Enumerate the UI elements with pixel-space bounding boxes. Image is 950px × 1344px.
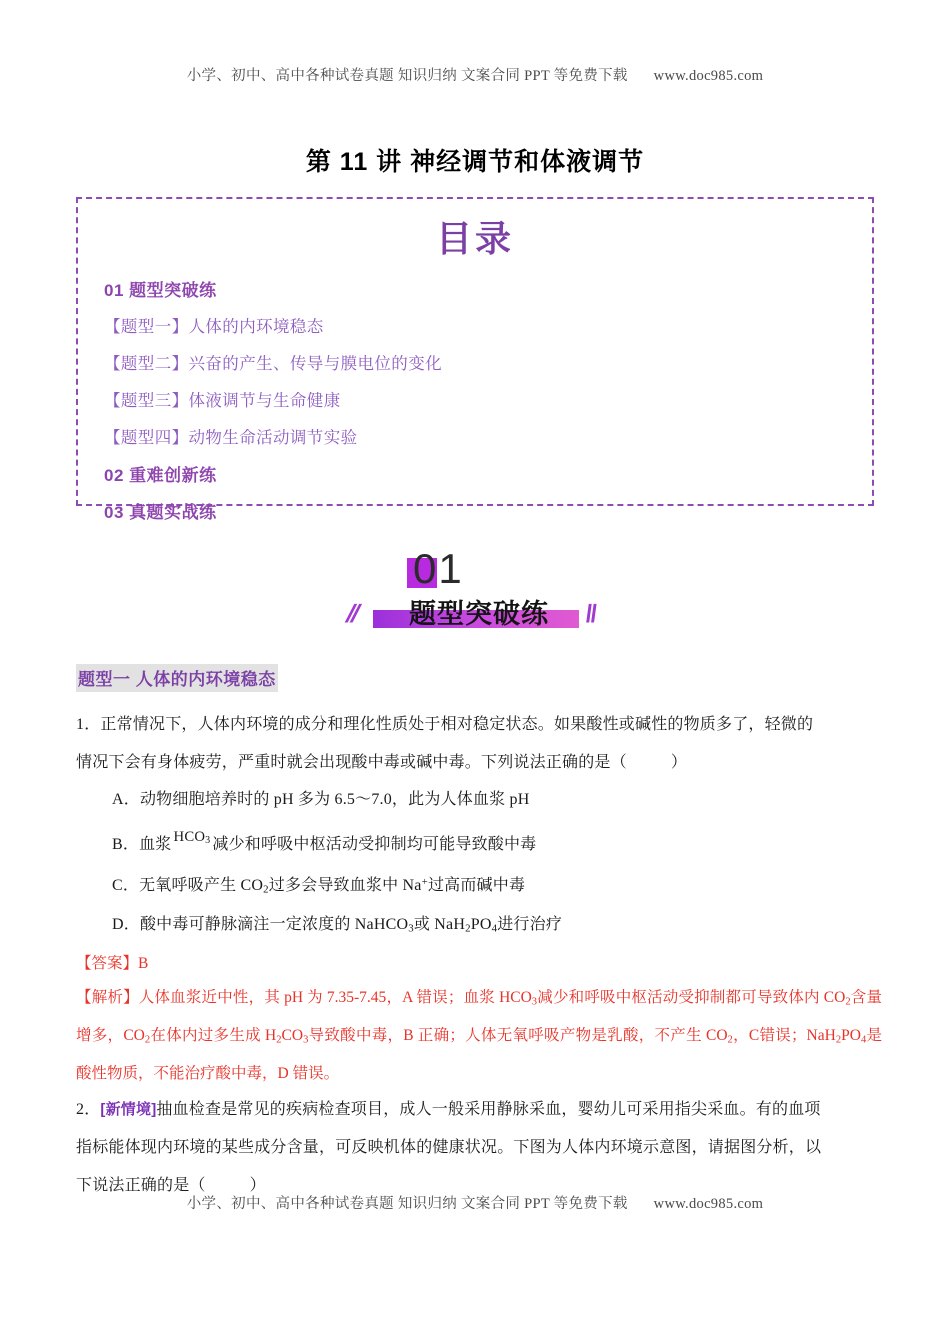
- explanation-line2-sub2: 2: [144, 1034, 151, 1046]
- option-b-formula: [173, 817, 210, 861]
- option-a-label: A．: [112, 791, 140, 808]
- explanation-line3-c: 是酸性物质，不能治疗酸中毒，D 错误。: [76, 1027, 882, 1083]
- answer-value: B: [138, 954, 149, 972]
- option-d-sub2: 2: [465, 922, 471, 935]
- explanation-line2-c: 在体内过多生成 H: [150, 1027, 277, 1045]
- question-1-stem-line1: 正常情况下，人体内环境的成分和理化性质处于相对稳定状态。如果酸性或碱性的物质多了，轻微的: [100, 716, 814, 733]
- option-d-mid: 或 NaH: [413, 916, 466, 934]
- option-d-pre: 酸中毒可静脉滴注一定浓度的 NaHCO: [139, 916, 409, 934]
- explanation-line3-a: 错误；NaH: [759, 1027, 836, 1045]
- question-2: [76, 1091, 882, 1205]
- question-1-number: 1．: [76, 716, 101, 733]
- option-d-mid2: PO: [470, 916, 492, 934]
- explanation-line1-a: 人体血浆近中性，其 pH 为 7.35-7.45，A 错误；血浆 HCO: [138, 988, 532, 1006]
- question-1-answer-blank: [627, 754, 671, 771]
- explanation-line2-a: 内 CO: [804, 988, 846, 1006]
- toc-item-2[interactable]: 【题型二】兴奋的产生、传导与膜电位的变化: [104, 354, 442, 373]
- explanation-line2-b: 含量增多，CO: [76, 988, 882, 1045]
- option-d-post: 进行治疗: [497, 916, 563, 934]
- question-2-stem-text3-pre: 下说法正确的是（: [76, 1177, 206, 1195]
- explanation-line1-b: 减少和呼吸中枢活动受抑制都可导致体: [537, 988, 805, 1006]
- question-2-stem-line1: [76, 1091, 882, 1129]
- banner-label: 题型突破练: [409, 599, 549, 629]
- question-2-stem-text2: 指标能体现内环境的某些成分含量，可反映机体的健康状况。下图为人体内环境示意图，请据图分析，以: [76, 1139, 822, 1157]
- question-1: [76, 706, 882, 1091]
- explanation-label: 【解析】: [76, 988, 139, 1006]
- option-d-sub1: 3: [408, 922, 414, 935]
- option-b-formula-sub: 3: [205, 835, 211, 847]
- option-c-sub1: 2: [263, 883, 269, 896]
- option-c-post: 过高而碱中毒: [427, 876, 526, 894]
- explanation-line2-e: 导致酸中毒，B 正确；人体无氧呼吸产物是乳酸，不产生 CO: [308, 1027, 728, 1045]
- toc-group-01[interactable]: 01 题型突破练: [104, 281, 217, 300]
- running-header-url: www.doc985.com: [653, 68, 764, 84]
- explanation-line2-sub1: 2: [845, 996, 851, 1008]
- option-b-pre: 血浆: [139, 836, 172, 854]
- explanation-line3-b: PO: [841, 1027, 861, 1045]
- toc-item-4[interactable]: 【题型四】动物生命活动调节实验: [104, 428, 358, 447]
- explanation-line2-d: CO: [281, 1027, 304, 1045]
- page-title: 第 11 讲 神经调节和体液调节: [305, 148, 645, 176]
- running-header: [0, 64, 950, 85]
- toc-group-02[interactable]: 02 重难创新练: [104, 466, 217, 485]
- section-banner: [0, 545, 950, 648]
- question-1-option-b[interactable]: [112, 817, 882, 865]
- question-1-option-c[interactable]: [112, 865, 882, 907]
- explanation-line2-sub5: 2: [727, 1034, 733, 1046]
- question-2-new-context-tag: [新情境]: [100, 1101, 157, 1119]
- toc-item-1[interactable]: 【题型一】人体的内环境稳态: [104, 317, 324, 336]
- option-d-sub3: 4: [491, 922, 498, 935]
- question-1-option-a[interactable]: [112, 782, 882, 817]
- banner-slash-right-icon: \\: [580, 600, 600, 628]
- question-1-stem: [76, 706, 882, 744]
- explanation-line2-sub3: 2: [276, 1034, 282, 1046]
- section-banner-inner: [335, 545, 615, 648]
- toc-item-3[interactable]: 【题型三】体液调节与生命健康: [104, 391, 341, 410]
- main-content: [76, 664, 882, 1205]
- option-c-sup: +: [421, 876, 428, 889]
- question-2-stem-text3-post: ）: [249, 1177, 266, 1195]
- running-header-text: 小学、初中、高中各种试卷真题 知识归纳 文案合同 PPT 等免费下载: [186, 68, 628, 84]
- running-footer-url: www.doc985.com: [653, 1196, 764, 1212]
- option-b-label: B．: [112, 836, 140, 854]
- explanation-line1-sub: 3: [531, 996, 538, 1008]
- question-1-stem-line2: [76, 744, 882, 782]
- explanation-line2-sub4: 3: [303, 1034, 309, 1046]
- banner-slash-left-icon: //: [342, 600, 362, 628]
- question-type-heading: 题型一 人体的内环境稳态: [76, 664, 278, 692]
- question-2-number: 2．: [76, 1101, 101, 1119]
- explanation-line3-sub1: 2: [835, 1034, 842, 1046]
- running-footer: [0, 1192, 950, 1213]
- question-2-stem-line2: [76, 1129, 882, 1167]
- option-c-label: C．: [112, 876, 140, 894]
- toc-heading: 目录: [435, 218, 514, 259]
- option-a-text: 动物细胞培养时的 pH 多为 6.5～7.0，此为人体血浆 pH: [139, 791, 530, 808]
- question-2-stem-text1: 抽血检查是常见的疾病检查项目，成人一般采用静脉采血，婴幼儿可采用指尖采血。有的血项: [156, 1101, 821, 1119]
- toc-group-03[interactable]: 03 真题实战练: [104, 503, 217, 522]
- explanation-line3-sub2: 4: [860, 1034, 867, 1046]
- option-b-post: 减少和呼吸中枢活动受抑制均可能导致酸中毒: [212, 836, 537, 854]
- question-1-stem-line2-pre: 情况下会有身体疲劳，严重时就会出现酸中毒或碱中毒。下列说法正确的是（: [76, 754, 627, 771]
- table-of-contents: [76, 197, 874, 522]
- option-b-formula-base: HCO: [173, 829, 206, 845]
- question-1-answer: [76, 947, 882, 981]
- option-c-mid: 过多会导致血浆中 Na: [268, 876, 422, 894]
- option-c-pre: 无氧呼吸产生 CO: [139, 876, 264, 894]
- option-d-label: D．: [112, 916, 140, 934]
- answer-label: 【答案】: [76, 954, 139, 972]
- running-footer-text: 小学、初中、高中各种试卷真题 知识归纳 文案合同 PPT 等免费下载: [186, 1196, 628, 1212]
- banner-number: 01: [413, 545, 464, 592]
- question-1-option-d[interactable]: [112, 907, 882, 946]
- question-1-stem-line2-post: ）: [670, 754, 688, 771]
- explanation-line2-f: ，C: [732, 1027, 760, 1045]
- question-1-explanation: [76, 981, 882, 1092]
